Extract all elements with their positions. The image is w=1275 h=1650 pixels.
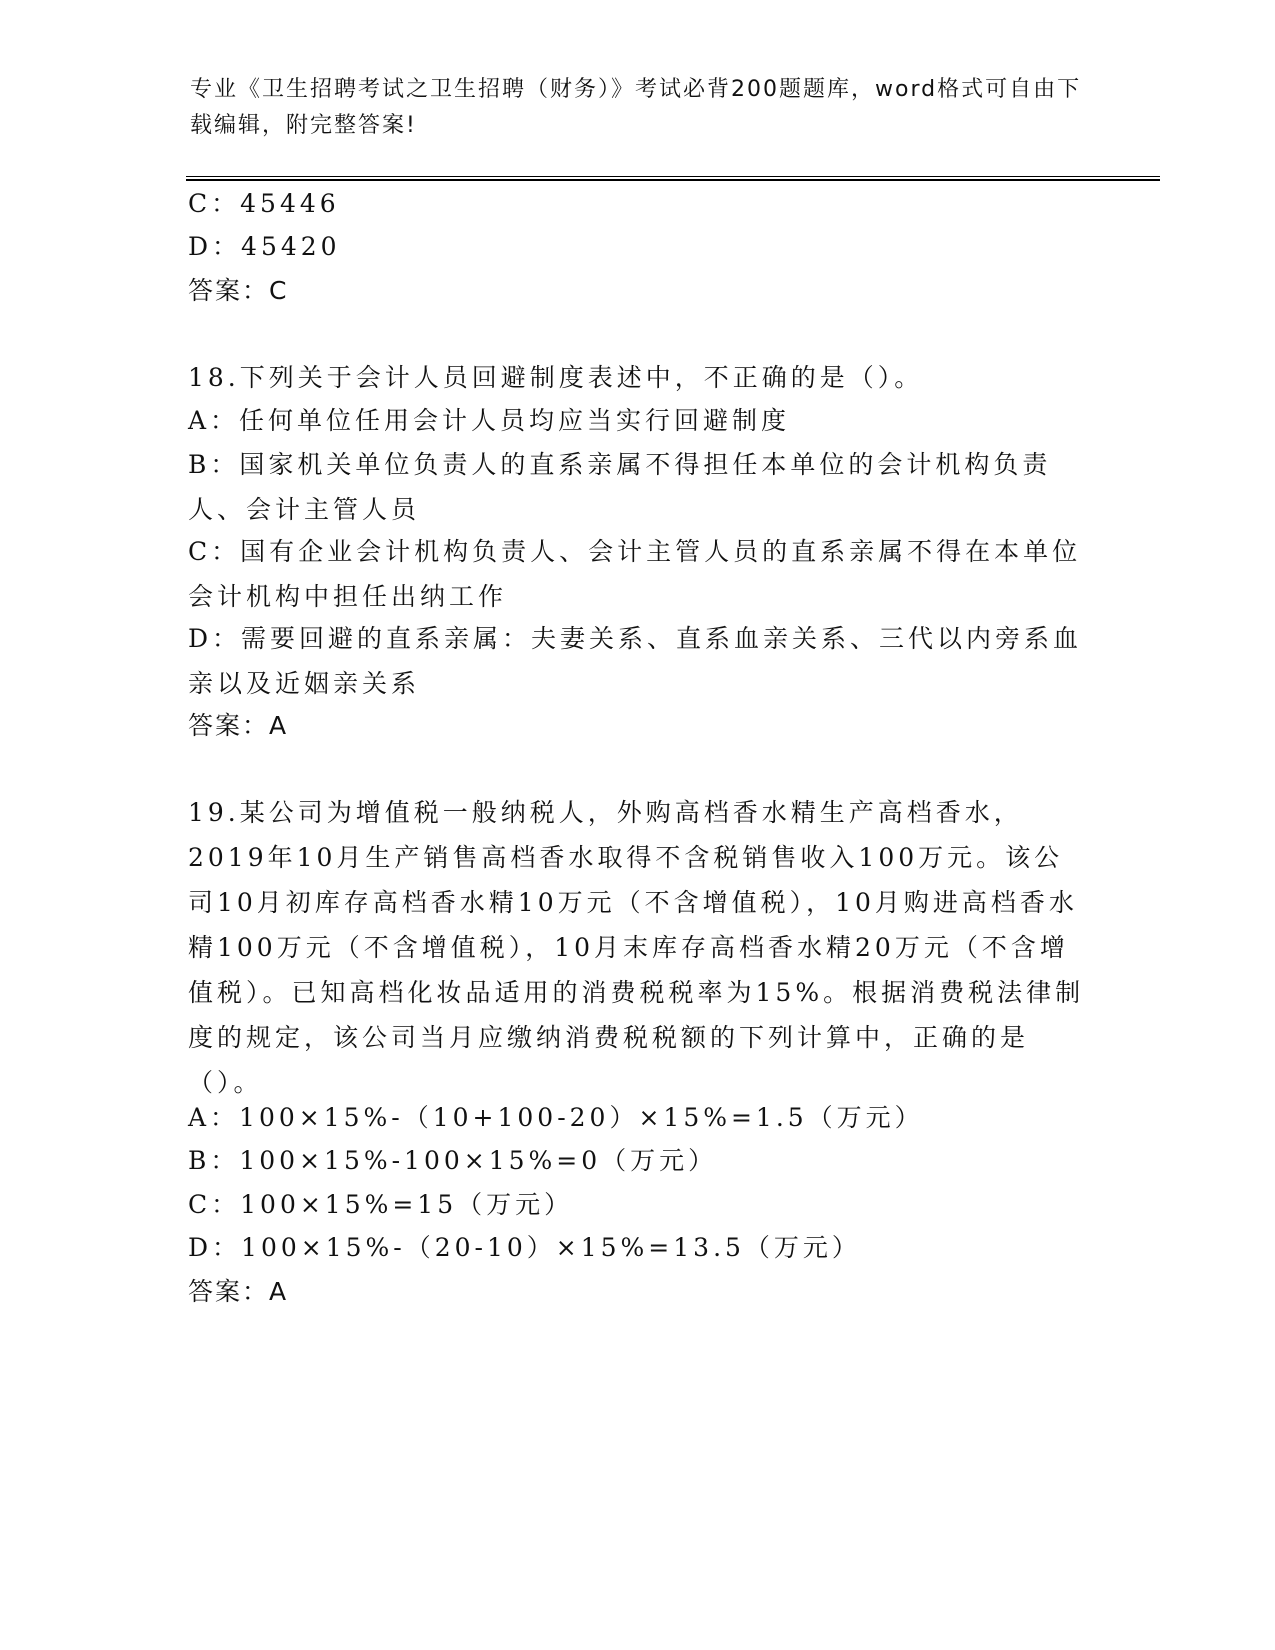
q17-answer: 答案：C bbox=[188, 276, 289, 305]
q19-option-b: B：100×15%-100×15%=0（万元） bbox=[188, 1146, 718, 1175]
q18-answer: 答案：A bbox=[188, 711, 289, 740]
page-header-title: 专业《卫生招聘考试之卫生招聘（财务）》考试必背200题题库，word格式可自由下载编辑，附完整答案! bbox=[190, 77, 1082, 138]
q19-option-c: C：100×15%=15（万元） bbox=[188, 1190, 574, 1219]
q18-option-a: A：任何单位任用会计人员均应当实行回避制度 bbox=[188, 406, 791, 435]
q18-option-d: D：需要回避的直系亲属：夫妻关系、直系血亲关系、三代以内旁系血亲以及近姻亲关系 bbox=[188, 624, 1083, 698]
q19-answer: 答案：A bbox=[188, 1277, 289, 1306]
q18-option-b: B：国家机关单位负责人的直系亲属不得担任本单位的会计机构负责人、会计主管人员 bbox=[188, 450, 1052, 524]
q17-option-c: C：45446 bbox=[188, 189, 340, 218]
q19-option-d: D：100×15%-（20-10）×15%=13.5（万元） bbox=[188, 1233, 861, 1262]
q18-option-c: C：国有企业会计机构负责人、会计主管人员的直系亲属不得在本单位会计机构中担任出纳工作 bbox=[188, 537, 1082, 611]
q17-option-d: D：45420 bbox=[188, 232, 341, 261]
q18-question: 18.下列关于会计人员回避制度表述中，不正确的是（）。 bbox=[188, 363, 924, 392]
q19-question: 19.某公司为增值税一般纳税人，外购高档香水精生产高档香水，2019年10月生产销售高档香水取得不含税销售收入100万元。该公司10月初库存高档香水精10万元（不含增值税），10月购进高档香水精100万元（不含增值税），10月末库存高档香水精20万元（不含增值税）。已知高档化妆品适用的消费税税率为15%。根据消费税法律制度的规定，该公司当月应缴纳消费税税额的下列计算中，正确的是（）。 bbox=[188, 798, 1085, 1097]
q19-option-a: A：100×15%-（10+100-20）×15%=1.5（万元） bbox=[188, 1103, 924, 1132]
